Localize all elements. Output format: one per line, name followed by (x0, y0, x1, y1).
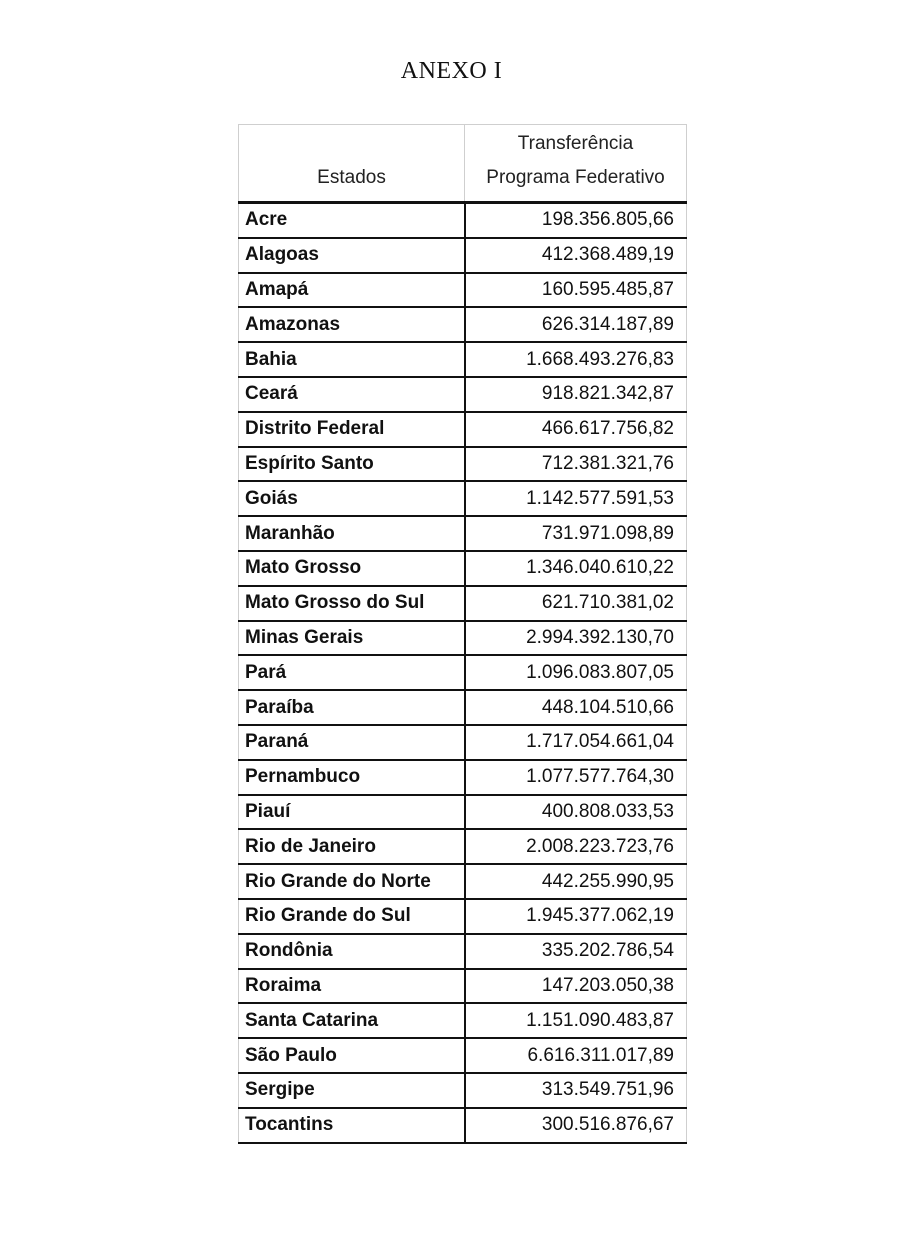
table-row (239, 795, 687, 830)
state-name-cell: Bahia (239, 342, 465, 377)
state-name-cell: Maranhão (239, 516, 465, 551)
table-row (239, 655, 687, 690)
state-name-cell: Mato Grosso do Sul (239, 586, 465, 621)
transfer-value-cell: 621.710.381,02 (465, 586, 687, 621)
table-row (239, 516, 687, 551)
transfer-value-cell: 712.381.321,76 (465, 447, 687, 482)
transfer-value-cell: 300.516.876,67 (465, 1108, 687, 1143)
state-name-cell: Rondônia (239, 934, 465, 969)
table-header-row (239, 125, 687, 203)
state-name-cell: São Paulo (239, 1038, 465, 1073)
table-row (239, 1003, 687, 1038)
transfer-value-cell: 147.203.050,38 (465, 969, 687, 1004)
state-name-cell: Pernambuco (239, 760, 465, 795)
table-row (239, 899, 687, 934)
transfer-value-cell: 442.255.990,95 (465, 864, 687, 899)
table-row (239, 377, 687, 412)
transfer-value-cell: 1.077.577.764,30 (465, 760, 687, 795)
table-row (239, 551, 687, 586)
table-row (239, 969, 687, 1004)
state-name-cell: Distrito Federal (239, 412, 465, 447)
state-name-cell: Amazonas (239, 307, 465, 342)
state-name-cell: Alagoas (239, 238, 465, 273)
page-title: ANEXO I (400, 58, 503, 84)
transfer-table-container (238, 124, 686, 1144)
table-row (239, 1073, 687, 1108)
transfer-value-cell: 1.096.083.807,05 (465, 655, 687, 690)
state-name-cell: Paraíba (239, 690, 465, 725)
state-name-cell: Amapá (239, 273, 465, 308)
state-name-cell: Sergipe (239, 1073, 465, 1108)
state-name-cell: Espírito Santo (239, 447, 465, 482)
table-row (239, 760, 687, 795)
transfer-value-cell: 313.549.751,96 (465, 1073, 687, 1108)
table-row (239, 203, 687, 238)
table-row (239, 1108, 687, 1143)
transfer-value-cell: 1.151.090.483,87 (465, 1003, 687, 1038)
state-name-cell: Goiás (239, 481, 465, 516)
table-row (239, 934, 687, 969)
table-row (239, 412, 687, 447)
transfer-value-cell: 335.202.786,54 (465, 934, 687, 969)
transfer-value-cell: 198.356.805,66 (465, 203, 687, 238)
state-name-cell: Rio Grande do Norte (239, 864, 465, 899)
table-row (239, 621, 687, 656)
state-name-cell: Piauí (239, 795, 465, 830)
state-name-cell: Tocantins (239, 1108, 465, 1143)
state-name-cell: Pará (239, 655, 465, 690)
transfer-table (238, 124, 687, 1144)
transfer-value-cell: 918.821.342,87 (465, 377, 687, 412)
transfer-value-cell: 412.368.489,19 (465, 238, 687, 273)
state-name-cell: Santa Catarina (239, 1003, 465, 1038)
state-name-cell: Minas Gerais (239, 621, 465, 656)
table-row (239, 1038, 687, 1073)
transfer-value-cell: 2.994.392.130,70 (465, 621, 687, 656)
table-row (239, 586, 687, 621)
column-header-transferencia-line2: Programa Federativo (486, 167, 665, 188)
table-body (239, 203, 687, 1143)
table-row (239, 238, 687, 273)
state-name-cell: Ceará (239, 377, 465, 412)
transfer-value-cell: 448.104.510,66 (465, 690, 687, 725)
transfer-value-cell: 1.945.377.062,19 (465, 899, 687, 934)
state-name-cell: Rio Grande do Sul (239, 899, 465, 934)
table-row (239, 725, 687, 760)
transfer-value-cell: 400.808.033,53 (465, 795, 687, 830)
transfer-value-cell: 2.008.223.723,76 (465, 829, 687, 864)
column-header-transferencia-line1: Transferência (517, 133, 634, 154)
state-name-cell: Rio de Janeiro (239, 829, 465, 864)
transfer-value-cell: 731.971.098,89 (465, 516, 687, 551)
transfer-value-cell: 1.346.040.610,22 (465, 551, 687, 586)
state-name-cell: Roraima (239, 969, 465, 1004)
table-row (239, 273, 687, 308)
table-row (239, 447, 687, 482)
column-header-estados (239, 125, 465, 203)
table-header (239, 125, 687, 203)
column-header-transferencia (465, 125, 687, 203)
transfer-value-cell: 160.595.485,87 (465, 273, 687, 308)
table-row (239, 307, 687, 342)
column-header-estados-label: Estados (317, 167, 386, 188)
table-row (239, 481, 687, 516)
table-row (239, 829, 687, 864)
state-name-cell: Mato Grosso (239, 551, 465, 586)
transfer-value-cell: 1.668.493.276,83 (465, 342, 687, 377)
state-name-cell: Acre (239, 203, 465, 238)
state-name-cell: Paraná (239, 725, 465, 760)
table-row (239, 690, 687, 725)
transfer-value-cell: 626.314.187,89 (465, 307, 687, 342)
table-row (239, 342, 687, 377)
transfer-value-cell: 1.142.577.591,53 (465, 481, 687, 516)
transfer-value-cell: 1.717.054.661,04 (465, 725, 687, 760)
transfer-value-cell: 6.616.311.017,89 (465, 1038, 687, 1073)
transfer-value-cell: 466.617.756,82 (465, 412, 687, 447)
table-row (239, 864, 687, 899)
